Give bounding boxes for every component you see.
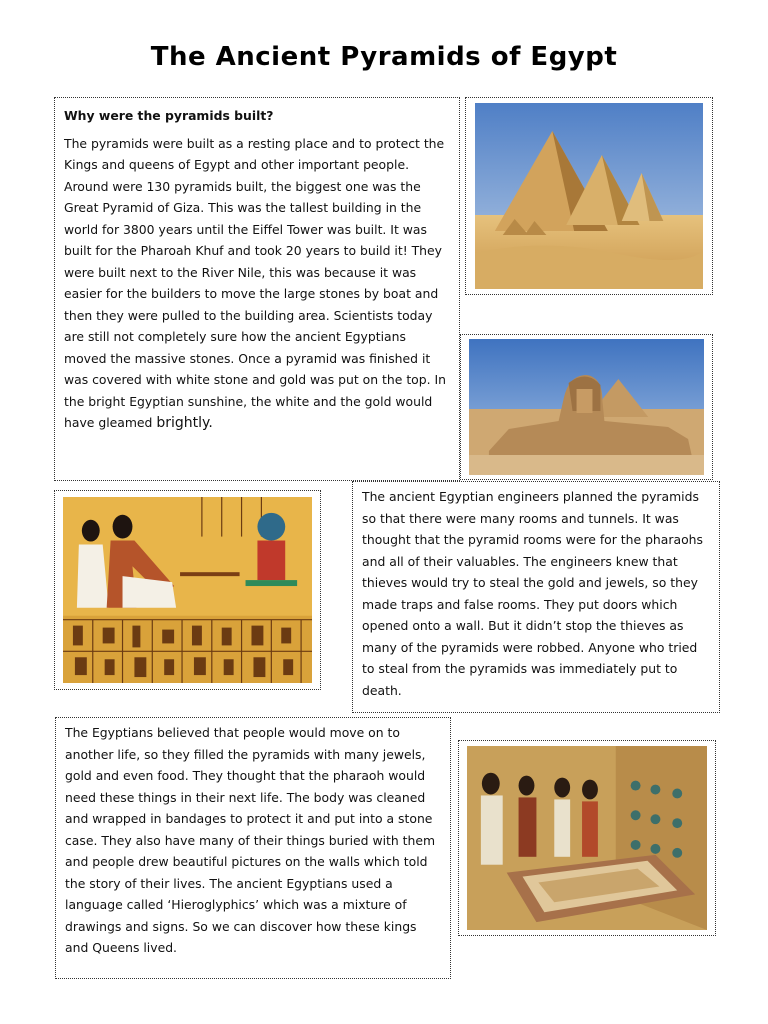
sphinx-photo: [460, 334, 713, 480]
why-built-heading: Why were the pyramids built?: [64, 108, 274, 123]
hieroglyph-painting: [54, 490, 321, 690]
tomb-photo: [458, 740, 716, 936]
why-built-last-word: brightly.: [156, 415, 213, 431]
why-built-paragraph: [64, 133, 450, 435]
page-title: The Ancient Pyramids of Egypt: [150, 42, 618, 72]
afterlife-text-box: [55, 717, 451, 979]
hieroglyph-image: [63, 497, 312, 683]
engineers-text-box: [352, 481, 720, 713]
why-built-body: The pyramids were built as a resting place and to protect the Kings and queens of Egypt and other important people. Around were 130 pyramids built, the biggest one was the Great Pyramid of Giza. This was the tallest building in the world for 3800 years until the Eiffel Tower was built. It was built for the Pharoah Khuf and took 20 years to build it! They were built next to the River Nile, this was because it was easier for the builders to move the large stones by boat and then they were pulled to the building area. Scientists today are still not completely sure how the ancient Egyptians moved the massive stones. Once a pyramid was finished it was covered with white stone and gold was put on the top. In the bright Egyptian sunshine, the white and the gold would have gleamed: [64, 135, 447, 430]
engineers-paragraph: The ancient Egyptian engineers planned the pyramids so that there were many rooms and tunnels. It was thought that the pyramid rooms were for the pharaohs and all of their valuables. The engineers knew that thieves would try to steal the gold and jewels, so they made traps and false rooms. They put doors which opened onto a wall. But it didn’t stop the thieves as many of the pyramids were robbed. Anyone who tried to steal from the pyramids was immediately put to death.: [362, 489, 703, 698]
sphinx-image: [469, 339, 704, 475]
afterlife-paragraph: The Egyptians believed that people would move on to another life, so they filled the pyramids with many jewels, gold and even food. They thought that the pharaoh would need these things in their next life. The body was cleaned and wrapped in bandages to protect it and put into a stone case. They also have many of their things buried with them and people drew beautiful pictures on the walls which told the story of their lives. The ancient Egyptians used a language called ‘Hieroglyphics’ which was a mixture of drawings and signs. So we can discover how these kings and Queens lived.: [65, 725, 436, 955]
pyramids-photo: [465, 97, 713, 295]
why-built-text-box: [54, 97, 460, 481]
pyramids-image: [475, 103, 703, 289]
tomb-image: [467, 746, 707, 930]
